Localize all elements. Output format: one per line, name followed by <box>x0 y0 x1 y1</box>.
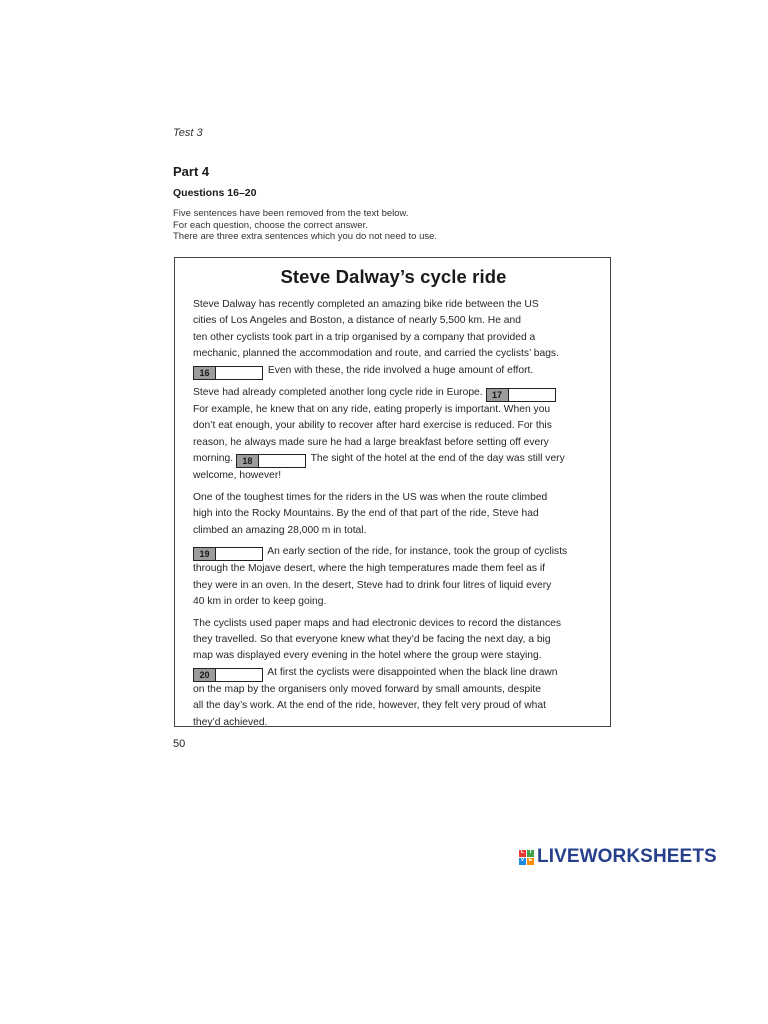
logo-tile: V <box>520 857 525 864</box>
live-logo-icon <box>519 850 534 865</box>
paragraph-4 <box>193 544 594 610</box>
text-fragment: morning. <box>193 453 234 465</box>
text-line: don’t eat enough, your ability to recover after hard exercise is reduced. For this <box>193 420 552 432</box>
text-line <box>193 363 594 380</box>
logo-tile: L <box>520 849 525 856</box>
text-line: Steve Dalway has recently completed an amazing bike ride between the US <box>193 299 539 310</box>
text-line: high into the Rocky Mountains. By the end of that part of the ride, Steve had <box>193 508 539 520</box>
text-line <box>193 665 594 682</box>
text-fragment: Steve had already completed another long cycle ride in Europe. <box>193 386 483 398</box>
gap-number: 17 <box>487 389 509 401</box>
text-line: ten other cyclists took part in a trip organised by a company that provided a <box>193 331 536 343</box>
text-line: climbed an amazing 28,000 m in total. <box>193 524 367 536</box>
gap-answer-field[interactable] <box>216 367 262 379</box>
text-line <box>193 451 594 468</box>
text-line <box>193 544 594 561</box>
paragraph-5 <box>193 616 594 732</box>
logo-tile: E <box>528 857 533 864</box>
text-line: on the map by the organisers only moved forward by small amounts, despite <box>193 683 541 695</box>
text-line: reason, he always made sure he had a large breakfast before setting off every <box>193 436 549 448</box>
answer-gap-17[interactable] <box>486 388 556 402</box>
instruction-line: Five sentences have been removed from the text below. <box>173 208 409 219</box>
gap-answer-field[interactable] <box>509 389 555 401</box>
gap-answer-field[interactable] <box>216 669 262 681</box>
part-title: Part 4 <box>173 164 210 179</box>
text-line: all the day’s work. At the end of the ride, however, they felt very proud of what <box>193 700 546 712</box>
answer-gap-19[interactable] <box>193 547 263 561</box>
paragraph-3 <box>193 490 594 539</box>
text-line: they travelled. So that everyone knew what they’d be facing the next day, a big <box>193 633 551 645</box>
gap-number: 19 <box>194 548 216 560</box>
answer-gap-16[interactable] <box>193 366 263 380</box>
text-fragment: An early section of the ride, for instance, took the group of cyclists <box>267 546 568 558</box>
text-line: mechanic, planned the accommodation and route, and carried the cyclists’ bags. <box>193 348 559 360</box>
logo-tile: I <box>527 850 534 857</box>
text-line: map was displayed every evening in the hotel where the group were staying. <box>193 650 542 662</box>
text-fragment: Even with these, the ride involved a huge amount of effort. <box>267 364 534 376</box>
instructions <box>173 208 437 243</box>
article-box <box>174 257 611 727</box>
text-line: 40 km in order to keep going. <box>193 596 327 608</box>
text-line: through the Mojave desert, where the high temperatures made them feel as if <box>193 563 546 575</box>
instruction-line: There are three extra sentences which you do not need to use. <box>173 231 438 242</box>
instruction-line: For each question, choose the correct answer. <box>173 219 368 231</box>
gap-answer-field[interactable] <box>259 455 305 467</box>
answer-gap-20[interactable] <box>193 668 263 682</box>
text-line: cities of Los Angeles and Boston, a distance of nearly 5,500 km. He and <box>193 315 521 327</box>
text-line: welcome, however! <box>193 470 282 482</box>
article-title: Steve Dalway’s cycle ride <box>280 266 507 287</box>
test-label: Test 3 <box>173 127 203 139</box>
gap-number: 20 <box>194 669 216 681</box>
gap-number: 18 <box>237 455 259 467</box>
text-line: One of the toughest times for the riders in the US was when the route climbed <box>193 491 548 503</box>
text-line <box>193 385 594 402</box>
brand-name: LIVEWORKSHEETS <box>537 846 717 867</box>
gap-number: 16 <box>194 367 216 379</box>
text-line: The cyclists used paper maps and had electronic devices to record the distances <box>193 617 562 629</box>
paragraph-1 <box>193 297 594 380</box>
liveworksheets-logo[interactable] <box>519 846 717 868</box>
questions-title: Questions 16–20 <box>173 187 257 199</box>
text-fragment: At first the cyclists were disappointed when the black line drawn <box>267 666 558 678</box>
paragraph-2 <box>193 385 594 485</box>
text-line: they were in an oven. In the desert, Steve had to drink four litres of liquid every <box>193 579 552 591</box>
text-line: they’d achieved. <box>193 716 268 728</box>
page-number: 50 <box>173 738 186 750</box>
gap-answer-field[interactable] <box>216 548 262 560</box>
text-line: For example, he knew that on any ride, eating properly is important. When you <box>193 404 551 416</box>
text-fragment: The sight of the hotel at the end of the day was still very <box>310 453 565 465</box>
answer-gap-18[interactable] <box>236 454 306 468</box>
